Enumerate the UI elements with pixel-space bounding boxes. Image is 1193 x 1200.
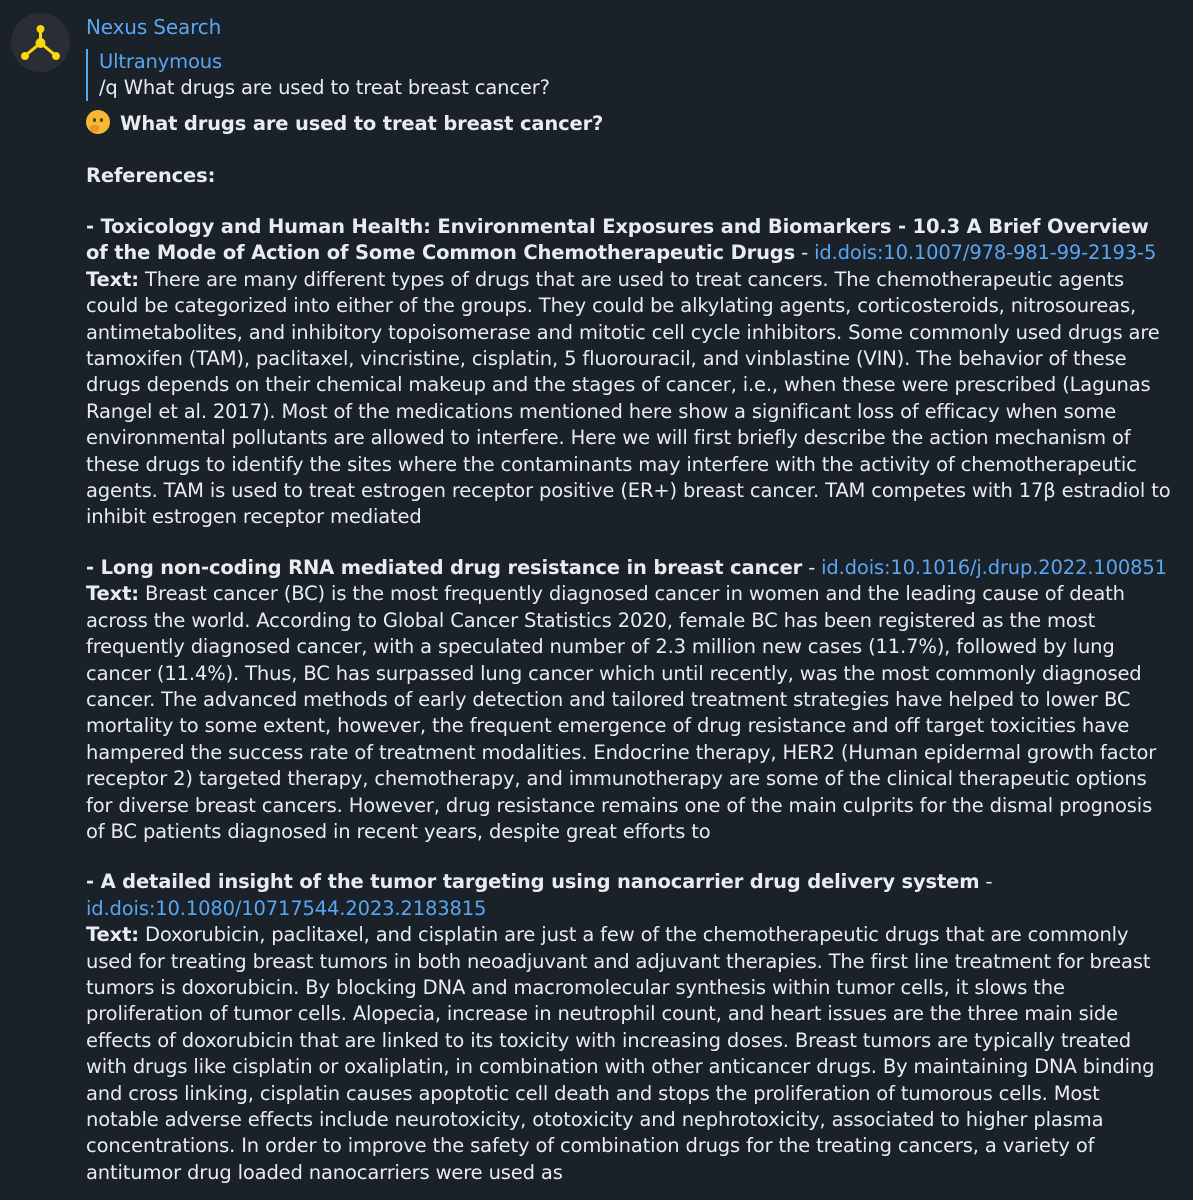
reference-snippet: Breast cancer (BC) is the most frequently diagnosed cancer in women and the leading cause of death across the world. According to Global Cancer Statistics 2020, female BC has been registered as the most frequently diagnosed cancer, with a speculated number of 2.3 million new cases (11.7%), followed by lung cancer (11.4%). Thus, BC has surpassed lung cancer which until recently, was the most commonly diagnosed cancer. The advanced methods of early detection and tailored treatment strategies have helped to lower BC mortality to some extent, however, the frequent emergence of drug resistance and off target toxicities have hampered the success rate of treatment modalities. Endocrine therapy, HER2 (Human epidermal growth factor receptor 2) targeted therapy, chemotherapy, and immunotherapy are some of the clinical therapeutic options for diverse breast cancers. However, drug resistance remains one of the main culprits for the dismal prognosis of BC patients diagnosed in recent years, despite great efforts to bbox=[86, 582, 1157, 843]
avatar[interactable] bbox=[11, 13, 70, 72]
reference-item bbox=[86, 214, 1176, 531]
reply-author: Ultranymous bbox=[99, 50, 222, 73]
reference-separator: - bbox=[979, 870, 993, 894]
reference-separator: - bbox=[802, 555, 822, 579]
question-heading bbox=[86, 110, 1176, 138]
reference-prefix: - bbox=[86, 555, 101, 579]
reference-prefix: - bbox=[86, 215, 101, 238]
reply-bar bbox=[86, 49, 88, 101]
text-label: Text: bbox=[86, 582, 139, 606]
reference-title: A detailed insight of the tumor targeting using nanocarrier drug delivery system bbox=[100, 870, 980, 894]
message-bubble bbox=[86, 12, 1176, 1186]
text-label: Text: bbox=[86, 267, 139, 291]
reference-prefix: - bbox=[86, 870, 101, 894]
text-label: Text: bbox=[86, 923, 139, 947]
network-node-icon bbox=[11, 13, 70, 72]
reference-snippet: There are many different types of drugs that are used to treat cancers. The chemotherapeutic agents could be categorized into either of the groups. They could be alkylating agents, corticosteroids, nitrosoureas, antimetabolites, and inhibitory topoisomerase and mitotic cell cycle inhibitors. Some commonly used drugs are tamoxifen (TAM), paclitaxel, vincristine, cisplatin, 5 fluorouracil, and vinblastine (VIN). The behavior of these drugs depends on their chemical makeup and the stages of cancer, i.e., when these were prescribed (Lagunas Rangel et al. 2017). Most of the medications mentioned here show a significant loss of efficacy when some environmental pollutants are allowed to interfere. Here we will first briefly describe the action mechanism of these drugs to identify the sites where the contaminants may interfere with the activity of chemotherapeutic agents. TAM is used to treat estrogen receptor positive (ER+) breast cancer. TAM competes with 17β estradiol to inhibit estrogen receptor mediated bbox=[86, 267, 1171, 529]
reference-separator: - bbox=[795, 241, 815, 265]
reference-title: Long non-coding RNA mediated drug resistance in breast cancer bbox=[100, 555, 803, 579]
reference-doi-link[interactable]: id.dois:10.1080/10717544.2023.2183815 bbox=[86, 896, 487, 920]
reference-doi-link[interactable]: id.dois:10.1016/j.drup.2022.100851 bbox=[821, 555, 1167, 579]
reference-snippet: Doxorubicin, paclitaxel, and cisplatin are just a few of the chemotherapeutic drugs that are commonly used for treating breast tumors in both neoadjuvant and adjuvant therapies. The first line treatment for breast tumors is doxorubicin. By blocking DNA and macromolecular synthesis within tumor cells, it slows the proliferation of tumor cells. Alopecia, increase in neutrophil count, and heart issues are the three main side effects of doxorubicin that are linked to its toxicity with increasing doses. Breast tumors are typically treated with drugs like cisplatin or oxaliplatin, in combination with other anticancer drugs. By maintaining DNA binding and cross linking, cisplatin causes apoptotic cell death and stops the proliferation of tumorous cells. Most notable adverse effects include neurotoxicity, ototoxicity and nephrotoxicity, associated to higher plasma concentrations. In order to improve the safety of combination drugs for the treating cancers, a variety of antitumor drug loaded nanocarriers were used as bbox=[86, 923, 1155, 1184]
references-label: References: bbox=[86, 164, 216, 187]
reference-item bbox=[86, 869, 1176, 1186]
reference-item bbox=[86, 555, 1176, 845]
reply-quote[interactable] bbox=[86, 49, 1176, 101]
thinking-face-icon bbox=[86, 110, 110, 134]
reply-text: /q What drugs are used to treat breast cancer? bbox=[99, 76, 550, 99]
sender-name[interactable]: Nexus Search bbox=[86, 15, 222, 39]
reference-title: Toxicology and Human Health: Environmental Exposures and Biomarkers - 10.3 A Brief Overview of the Mode of Action of Some Common Chemotherapeutic Drugs bbox=[86, 215, 1149, 265]
question-text: What drugs are used to treat breast cancer? bbox=[120, 112, 604, 135]
reference-doi-link[interactable]: id.dois:10.1007/978-981-99-2193-5 bbox=[814, 241, 1157, 265]
